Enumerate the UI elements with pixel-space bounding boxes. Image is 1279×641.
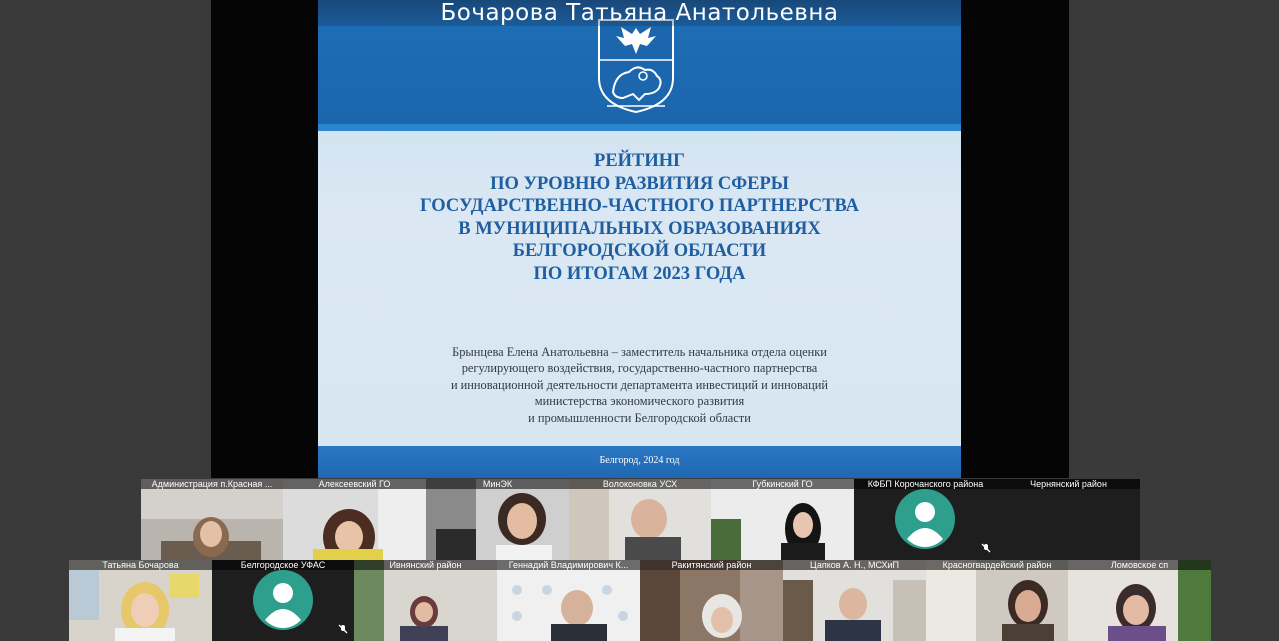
participant-tile[interactable] xyxy=(711,479,854,560)
participant-name: Администрация п.Красная ... xyxy=(141,479,283,489)
participant-tile[interactable] xyxy=(569,479,711,560)
participant-tile[interactable] xyxy=(926,560,1068,641)
participant-tile[interactable] xyxy=(426,479,569,560)
participant-tile[interactable] xyxy=(497,560,640,641)
participant-name: Геннадий Владимирович К... xyxy=(497,560,640,570)
participant-tile[interactable] xyxy=(69,560,212,641)
participant-name: Цапков А. Н., МСХиП xyxy=(783,560,926,570)
slide-author-line: и промышленности Белгородской области xyxy=(528,410,751,425)
participant-name: КФБП Корочанского района xyxy=(854,479,997,489)
participant-tile[interactable] xyxy=(354,560,497,641)
avatar-icon xyxy=(895,489,955,549)
participant-name: Красногвардейский район xyxy=(926,560,1068,570)
slide-title-line: ПО УРОВНЮ РАЗВИТИЯ СФЕРЫ xyxy=(490,173,789,194)
participant-name: Ивнянский район xyxy=(354,560,497,570)
active-speaker-name: Бочарова Татьяна Анатольевна xyxy=(318,0,961,26)
participant-video xyxy=(1068,560,1211,641)
slide-author-line: Брынцева Елена Анатольевна – заместитель начальника отдела оценки xyxy=(452,345,827,359)
participant-name: Ракитянский район xyxy=(640,560,783,570)
slide-header-stripe xyxy=(318,124,961,131)
participant-name: Ломовское сп xyxy=(1068,560,1211,570)
slide-author-info xyxy=(318,344,961,426)
participant-video xyxy=(569,479,711,560)
participant-video xyxy=(141,479,283,560)
participant-video xyxy=(283,479,426,560)
participant-tile[interactable] xyxy=(141,479,283,560)
slide-footer-text: Белгород, 2024 год xyxy=(599,455,680,466)
participant-name: Татьяна Бочарова xyxy=(69,560,212,570)
participant-tile[interactable] xyxy=(783,560,926,641)
participant-name: Чернянский район xyxy=(997,479,1140,489)
belgorod-coat-of-arms-icon xyxy=(593,14,679,114)
slide-title-line: БЕЛГОРОДСКОЙ ОБЛАСТИ xyxy=(512,241,767,262)
participant-video xyxy=(497,560,640,641)
slide-author-line: и инновационной деятельности департамента инвестиций и инноваций xyxy=(450,377,829,392)
participant-tile[interactable] xyxy=(1068,560,1211,641)
slide-footer-band xyxy=(318,446,961,478)
slide-title-line: ПО ИТОГАМ 2023 ГОДА xyxy=(533,263,746,284)
participant-name: Волоконовка УСХ xyxy=(569,479,711,489)
participant-name: Алексеевский ГО xyxy=(283,479,426,489)
participant-name: Белгородское УФАС xyxy=(212,560,354,570)
participant-video xyxy=(640,560,783,641)
participant-name: Губкинский ГО xyxy=(711,479,854,489)
participant-tile[interactable] xyxy=(283,479,426,560)
slide-title-line: РЕЙТИНГ xyxy=(594,151,685,171)
avatar-icon xyxy=(253,570,313,630)
participant-tile[interactable] xyxy=(997,479,1140,560)
slide-author-line: министерства экономического развития xyxy=(534,394,745,409)
slide-title xyxy=(318,150,961,286)
mic-muted-icon xyxy=(981,543,991,553)
participant-video xyxy=(354,560,497,641)
slide-title-line: В МУНИЦИПАЛЬНЫХ ОБРАЗОВАНИЯХ xyxy=(458,218,821,239)
presentation-slide xyxy=(318,0,961,478)
participant-video xyxy=(783,560,926,641)
slide-author-line: регулирующего воздействия, государственно-частного партнерства xyxy=(461,361,818,376)
participant-tile[interactable] xyxy=(854,479,997,560)
participant-name: МинЭК xyxy=(426,479,569,489)
participant-tile[interactable] xyxy=(640,560,783,641)
participant-video xyxy=(926,560,1068,641)
participant-video xyxy=(711,479,854,560)
participant-tile[interactable] xyxy=(212,560,354,641)
participant-video xyxy=(69,560,212,641)
slide-title-line: ГОСУДАРСТВЕННО-ЧАСТНОГО ПАРТНЕРСТВА xyxy=(420,196,859,217)
mic-muted-icon xyxy=(338,624,348,634)
participant-video xyxy=(426,479,569,560)
